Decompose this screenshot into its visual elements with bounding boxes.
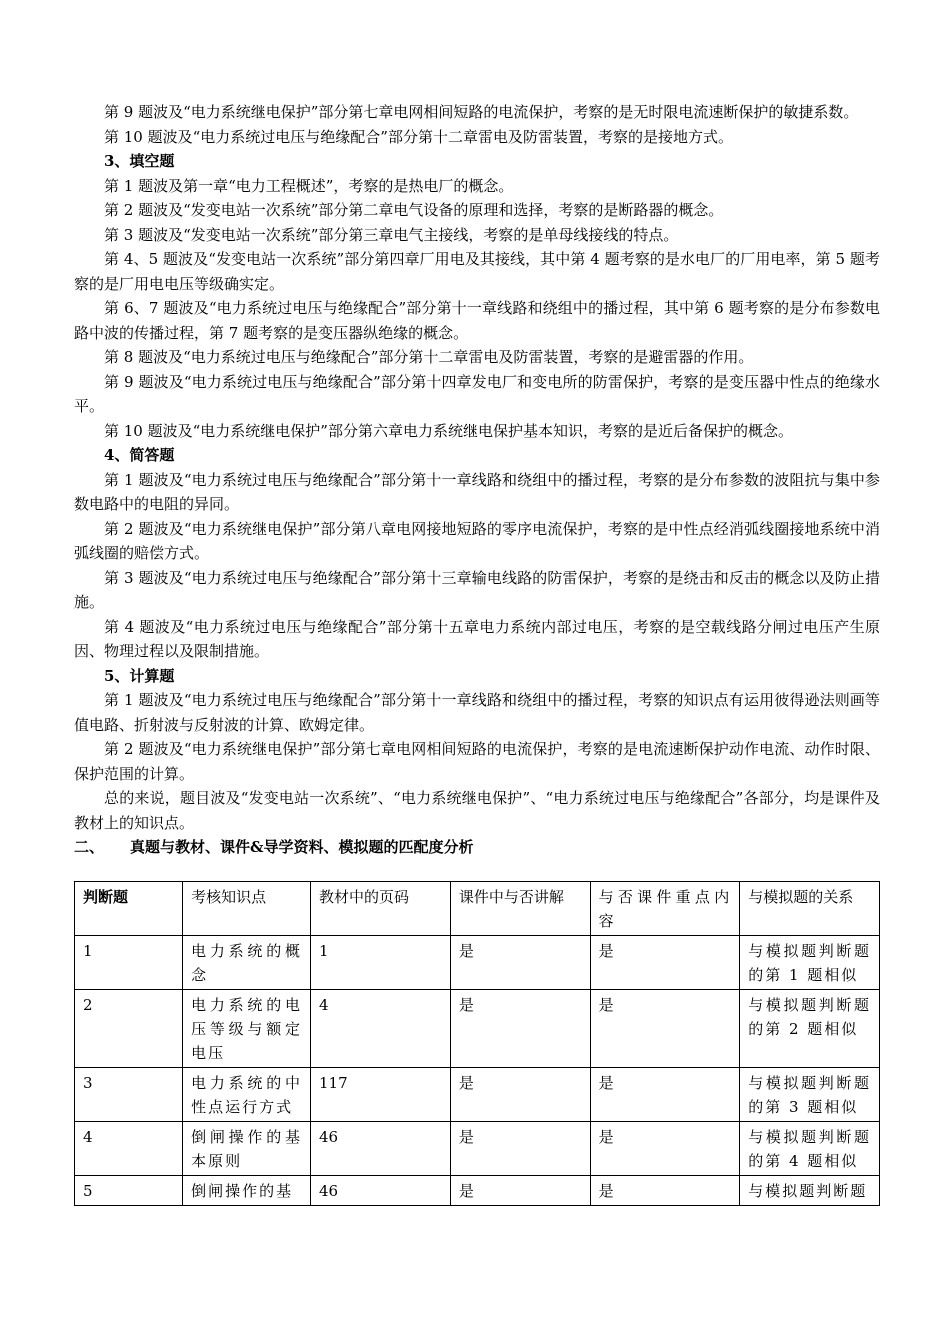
paragraph: 第 4 题波及“电力系统过电压与绝缘配合”部分第十五章电力系统内部过电压，考察的是空载线路分闸过电压产生原因、物理过程以及限制措施。 — [74, 617, 880, 660]
section-number: 二、 — [74, 838, 105, 856]
paragraph: 第 9 题波及“电力系统继电保护”部分第七章电网相间短路的电流保护，考察的是无时限电流速断保护的敏捷系数。 — [104, 103, 859, 121]
table-cell: 是 — [590, 1067, 740, 1121]
paragraph: 第 2 题波及“电力系统继电保护”部分第七章电网相间短路的电流保护，考察的是电流速断保护动作电流、动作时限、保护范围的计算。 — [74, 740, 880, 783]
paragraph: 第 1 题波及“电力系统过电压与绝缘配合”部分第十一章线路和绕组中的播过程，考察的是分布参数的波阻抗与集中参数电路中的电阻的异同。 — [74, 470, 880, 513]
table-cell: 与模拟题判断题的第 1 题相似 — [740, 935, 880, 989]
header-cell: 课件中与否讲解 — [450, 881, 590, 935]
table-cell: 是 — [590, 1175, 740, 1205]
section-heading — [74, 835, 880, 860]
paragraph: 第 2 题波及“电力系统继电保护”部分第八章电网接地短路的零序电流保护，考察的是中性点经消弧线圈接地系统中消弧线圈的赔偿方式。 — [74, 519, 880, 562]
paragraph: 第 2 题波及“发变电站一次系统”部分第二章电气设备的原理和选择，考察的是断路器的概念。 — [104, 201, 724, 219]
table-cell: 是 — [450, 935, 590, 989]
table-cell: 是 — [590, 1121, 740, 1175]
header-cell: 考核知识点 — [183, 881, 311, 935]
table-cell: 与模拟题判断题的第 2 题相似 — [740, 989, 880, 1067]
table-cell: 是 — [450, 989, 590, 1067]
table-cell: 是 — [450, 1067, 590, 1121]
table-cell: 3 — [75, 1067, 183, 1121]
paragraph: 第 10 题波及“电力系统过电压与绝缘配合”部分第十二章雷电及防雷装置，考察的是接地方式。 — [104, 127, 733, 146]
paragraph: 第 10 题波及“电力系统继电保护”部分第六章电力系统继电保护基本知识，考察的是近后备保护的概念。 — [104, 421, 793, 440]
table-cell: 倒闸操作的基 — [183, 1175, 311, 1205]
table-cell: 1 — [310, 935, 450, 989]
header-cell: 与否课件重点内容 — [590, 881, 740, 935]
table-row — [75, 935, 880, 989]
paragraph: 第 3 题波及“电力系统过电压与绝缘配合”部分第十三章输电线路的防雷保护，考察的是绕击和反击的概念以及防止措施。 — [74, 568, 880, 611]
paragraph: 第 1 题波及“电力系统过电压与绝缘配合”部分第十一章线路和绕组中的播过程，考察的知识点有运用彼得逊法则画等值电路、折射波与反射波的计算、欧姆定律。 — [74, 691, 880, 734]
heading-short-answer: 4、简答题 — [104, 446, 175, 464]
table-cell: 117 — [310, 1067, 450, 1121]
paragraph: 第 6、7 题波及“电力系统过电压与绝缘配合”部分第十一章线路和绕组中的播过程，其中第 6 题考察的是分布参数电路中波的传播过程，第 7 题考察的是变压器纵绝缘的概念。 — [74, 299, 880, 342]
table-cell: 2 — [75, 989, 183, 1067]
match-analysis-table — [74, 881, 880, 1206]
table-cell: 4 — [310, 989, 450, 1067]
table-cell: 5 — [75, 1175, 183, 1205]
section-title: 真题与教材、课件&导学资料、模拟题的匹配度分析 — [130, 838, 474, 856]
table-cell: 是 — [450, 1121, 590, 1175]
header-cell: 教材中的页码 — [310, 881, 450, 935]
header-cell: 判断题 — [75, 881, 183, 935]
table-header-row — [75, 881, 880, 935]
table-row — [75, 1067, 880, 1121]
table-cell: 倒闸操作的基本原则 — [183, 1121, 311, 1175]
table-row — [75, 1175, 880, 1205]
table-cell: 4 — [75, 1121, 183, 1175]
table-cell: 与模拟题判断题的第 3 题相似 — [740, 1067, 880, 1121]
table-cell: 是 — [590, 989, 740, 1067]
table-cell: 1 — [75, 935, 183, 989]
table-cell: 电力系统的中性点运行方式 — [183, 1067, 311, 1121]
table-row — [75, 1121, 880, 1175]
paragraph: 第 3 题波及“发变电站一次系统”部分第三章电气主接线，考察的是单母线接线的特点。 — [104, 225, 679, 244]
table-cell: 46 — [310, 1175, 450, 1205]
document-page — [74, 100, 880, 1206]
paragraph: 第 4、5 题波及“发变电站一次系统”部分第四章厂用电及其接线，其中第 4 题考察的是水电厂的厂用电率，第 5 题考察的是厂用电电压等级确实定。 — [74, 250, 880, 293]
header-cell: 与模拟题的关系 — [740, 881, 880, 935]
heading-calculation: 5、计算题 — [104, 666, 175, 685]
paragraph: 第 9 题波及“电力系统过电压与绝缘配合”部分第十四章发电厂和变电所的防雷保护，考察的是变压器中性点的绝缘水平。 — [74, 372, 880, 415]
table-cell: 是 — [450, 1175, 590, 1205]
table-row — [75, 989, 880, 1067]
table-cell: 电力系统的概念 — [183, 935, 311, 989]
heading-fill-blank: 3、填空题 — [104, 152, 175, 170]
paragraph: 第 8 题波及“电力系统过电压与绝缘配合”部分第十二章雷电及防雷装置，考察的是避雷器的作用。 — [104, 348, 754, 366]
paragraph: 第 1 题波及第一章“电力工程概述”，考察的是热电厂的概念。 — [104, 176, 514, 195]
paragraph: 总的来说，题目波及“发变电站一次系统”、“电力系统继电保护”、“电力系统过电压与绝缘配合”各部分，均是课件及教材上的知识点。 — [74, 789, 880, 832]
table-cell: 46 — [310, 1121, 450, 1175]
table-cell: 是 — [590, 935, 740, 989]
table-cell: 与模拟题判断题的第 4 题相似 — [740, 1121, 880, 1175]
table-cell: 与模拟题判断题 — [740, 1175, 880, 1205]
table-cell: 电力系统的电压等级与额定电压 — [183, 989, 311, 1067]
